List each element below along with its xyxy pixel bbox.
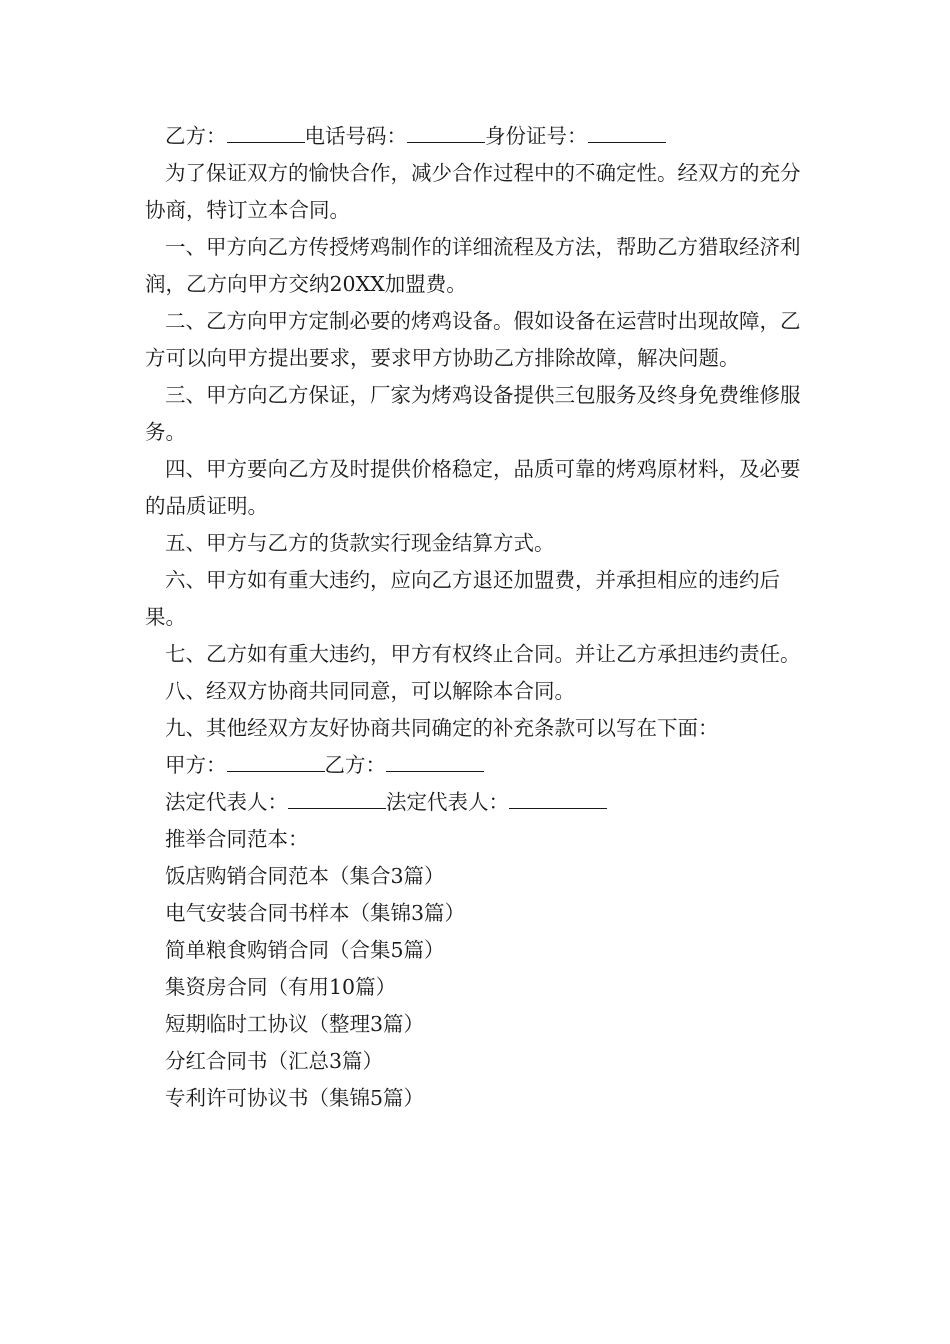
party-b-blank (227, 118, 305, 143)
clause-4: 四、甲方要向乙方及时提供价格稳定，品质可靠的烤鸡原材料，及必要的品质证明。 (145, 457, 801, 518)
party-b-contact-line (145, 118, 810, 155)
recommended-templates (145, 821, 810, 1117)
legal-rep-label-a: 法定代表人： (165, 790, 288, 814)
clause-6: 六、甲方如有重大违约，应向乙方退还加盟费，并承担相应的违约后果。 (145, 568, 780, 629)
recommended-link[interactable]: 简单粮食购销合同（合集5篇） (165, 938, 445, 962)
clause-7: 七、乙方如有重大违约，甲方有权终止合同。并让乙方承担违约责任。 (165, 642, 801, 666)
phone-blank (407, 118, 485, 143)
recommended-link[interactable]: 饭店购销合同范本（集合3篇） (165, 864, 445, 888)
party-a-sign-label: 甲方： (165, 753, 227, 777)
legal-rep-blank-a (288, 784, 386, 809)
clause-5: 五、甲方与乙方的货款实行现金结算方式。 (165, 531, 555, 555)
legal-rep-line (145, 784, 810, 821)
clause-9: 九、其他经双方友好协商共同确定的补充条款可以写在下面： (165, 716, 719, 740)
party-b-sign-label: 乙方： (324, 753, 386, 777)
id-blank (588, 118, 666, 143)
clause-1: 一、甲方向乙方传授烤鸡制作的详细流程及方法，帮助乙方猎取经济利润，乙方向甲方交纳20XX加盟费。 (145, 235, 801, 296)
party-b-label: 乙方： (165, 124, 227, 148)
clause-2: 二、乙方向甲方定制必要的烤鸡设备。假如设备在运营时出现故障，乙方可以向甲方提出要求，要求甲方协助乙方排除故障，解决问题。 (145, 309, 801, 370)
recommended-link[interactable]: 短期临时工协议（整理3篇） (165, 1012, 425, 1036)
recommended-link[interactable]: 分红合同书（汇总3篇） (165, 1049, 384, 1073)
id-label: 身份证号： (485, 124, 588, 148)
recommended-link[interactable]: 专利许可协议书（集锦5篇） (165, 1086, 425, 1110)
clause-3: 三、甲方向乙方保证，厂家为烤鸡设备提供三包服务及终身免费维修服务。 (145, 383, 801, 444)
signature-parties-line (145, 747, 810, 784)
intro-paragraph: 为了保证双方的愉快合作，减少合作过程中的不确定性。经双方的充分协商，特订立本合同。 (145, 161, 801, 222)
recommended-link[interactable]: 电气安装合同书样本（集锦3篇） (165, 901, 466, 925)
legal-rep-blank-b (509, 784, 607, 809)
party-b-sign-blank (386, 747, 484, 772)
recommended-heading: 推举合同范本： (165, 827, 309, 851)
phone-label: 电话号码： (304, 124, 407, 148)
clause-8: 八、经双方协商共同同意，可以解除本合同。 (165, 679, 575, 703)
legal-rep-label-b: 法定代表人： (386, 790, 509, 814)
recommended-link[interactable]: 集资房合同（有用10篇） (165, 975, 397, 999)
document-page (145, 118, 810, 1117)
party-a-sign-blank (227, 747, 325, 772)
